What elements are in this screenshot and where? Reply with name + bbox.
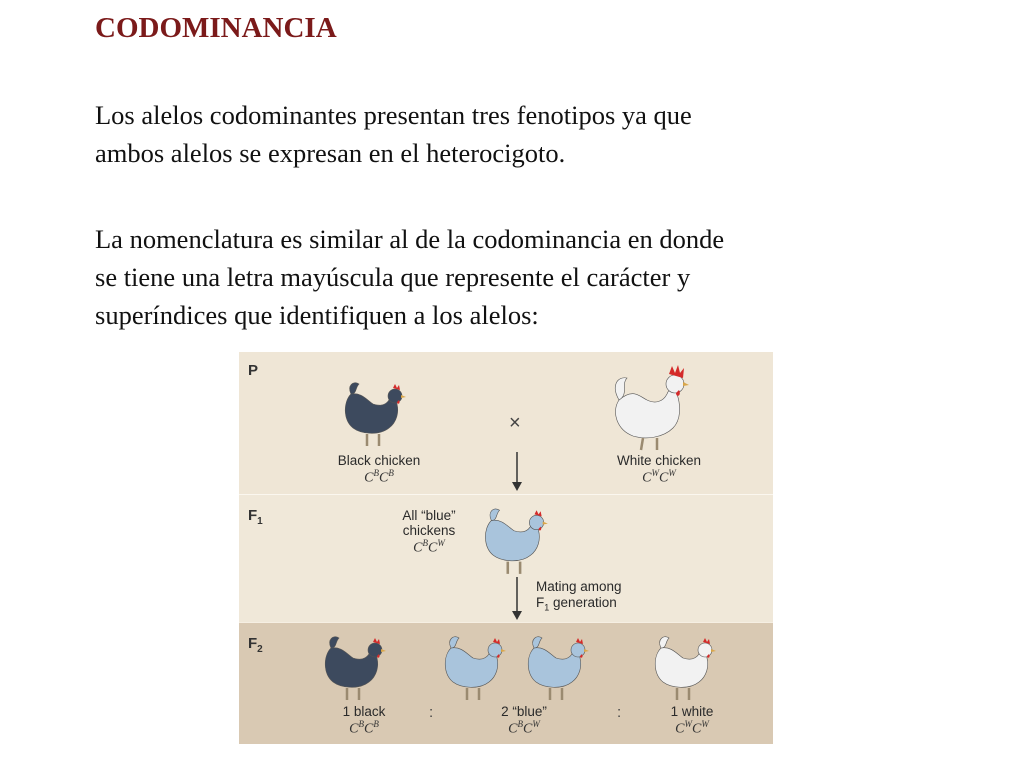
f2-black-genotype: $C^BC^B$ <box>349 719 379 737</box>
generation-p-label: P <box>248 362 259 379</box>
paragraph-line: Los alelos codominantes presentan tres fenotipos ya que <box>95 100 692 130</box>
down-arrow-icon <box>511 577 523 621</box>
paragraph-nomenclature <box>95 220 915 334</box>
white-chicken-label: White chicken <box>616 453 702 468</box>
generation-f1-label: $F_1$ <box>248 507 263 527</box>
mating-label-line1: Mating among <box>536 579 622 594</box>
f2-black-chicken-icon <box>319 630 391 704</box>
cross-symbol: × <box>509 412 521 434</box>
paragraph-codominant-alleles <box>95 96 915 172</box>
down-arrow-icon <box>511 452 523 492</box>
f2-blue-genotype: $C^BC^W$ <box>508 719 540 737</box>
paragraph-line: se tiene una letra mayúscula que represente el carácter y <box>95 262 691 292</box>
f1-genotype: $C^BC^W$ <box>413 538 445 556</box>
f2-white-genotype: $C^WC^W$ <box>675 719 709 737</box>
paragraph-line: ambos alelos se expresan en el heterocigoto. <box>95 138 566 168</box>
f1-label-line1: All “blue” <box>402 508 456 523</box>
black-chicken-label: Black chicken <box>337 453 421 468</box>
generation-f2-label: $F_2$ <box>248 635 263 655</box>
f2-white-chicken-icon <box>649 630 721 704</box>
paragraph-line: superíndices que identifiquen a los alelos: <box>95 300 539 330</box>
blue-chicken-icon <box>479 502 553 578</box>
white-chicken-icon <box>609 360 699 452</box>
black-chicken-icon <box>339 376 411 450</box>
paragraph-line: La nomenclatura es similar al de la codominancia en donde <box>95 224 725 254</box>
ratio-separator: : <box>429 704 434 721</box>
f2-black-label: 1 black <box>342 704 386 719</box>
ratio-separator: : <box>617 704 622 721</box>
chicken-cross-diagram <box>239 352 773 744</box>
black-chicken-genotype: $C^BC^B$ <box>364 468 394 486</box>
f2-blue-chicken-icon <box>439 630 511 704</box>
f2-blue-chicken-icon <box>522 630 594 704</box>
f2-blue-label: 2 “blue” <box>501 704 547 719</box>
f2-white-label: 1 white <box>670 704 714 719</box>
mating-label-line2: $F_1$ generation <box>536 595 617 613</box>
f1-label-line2: chickens <box>402 523 456 538</box>
white-chicken-genotype: $C^WC^W$ <box>642 468 676 486</box>
slide-title: CODOMINANCIA <box>95 12 337 44</box>
